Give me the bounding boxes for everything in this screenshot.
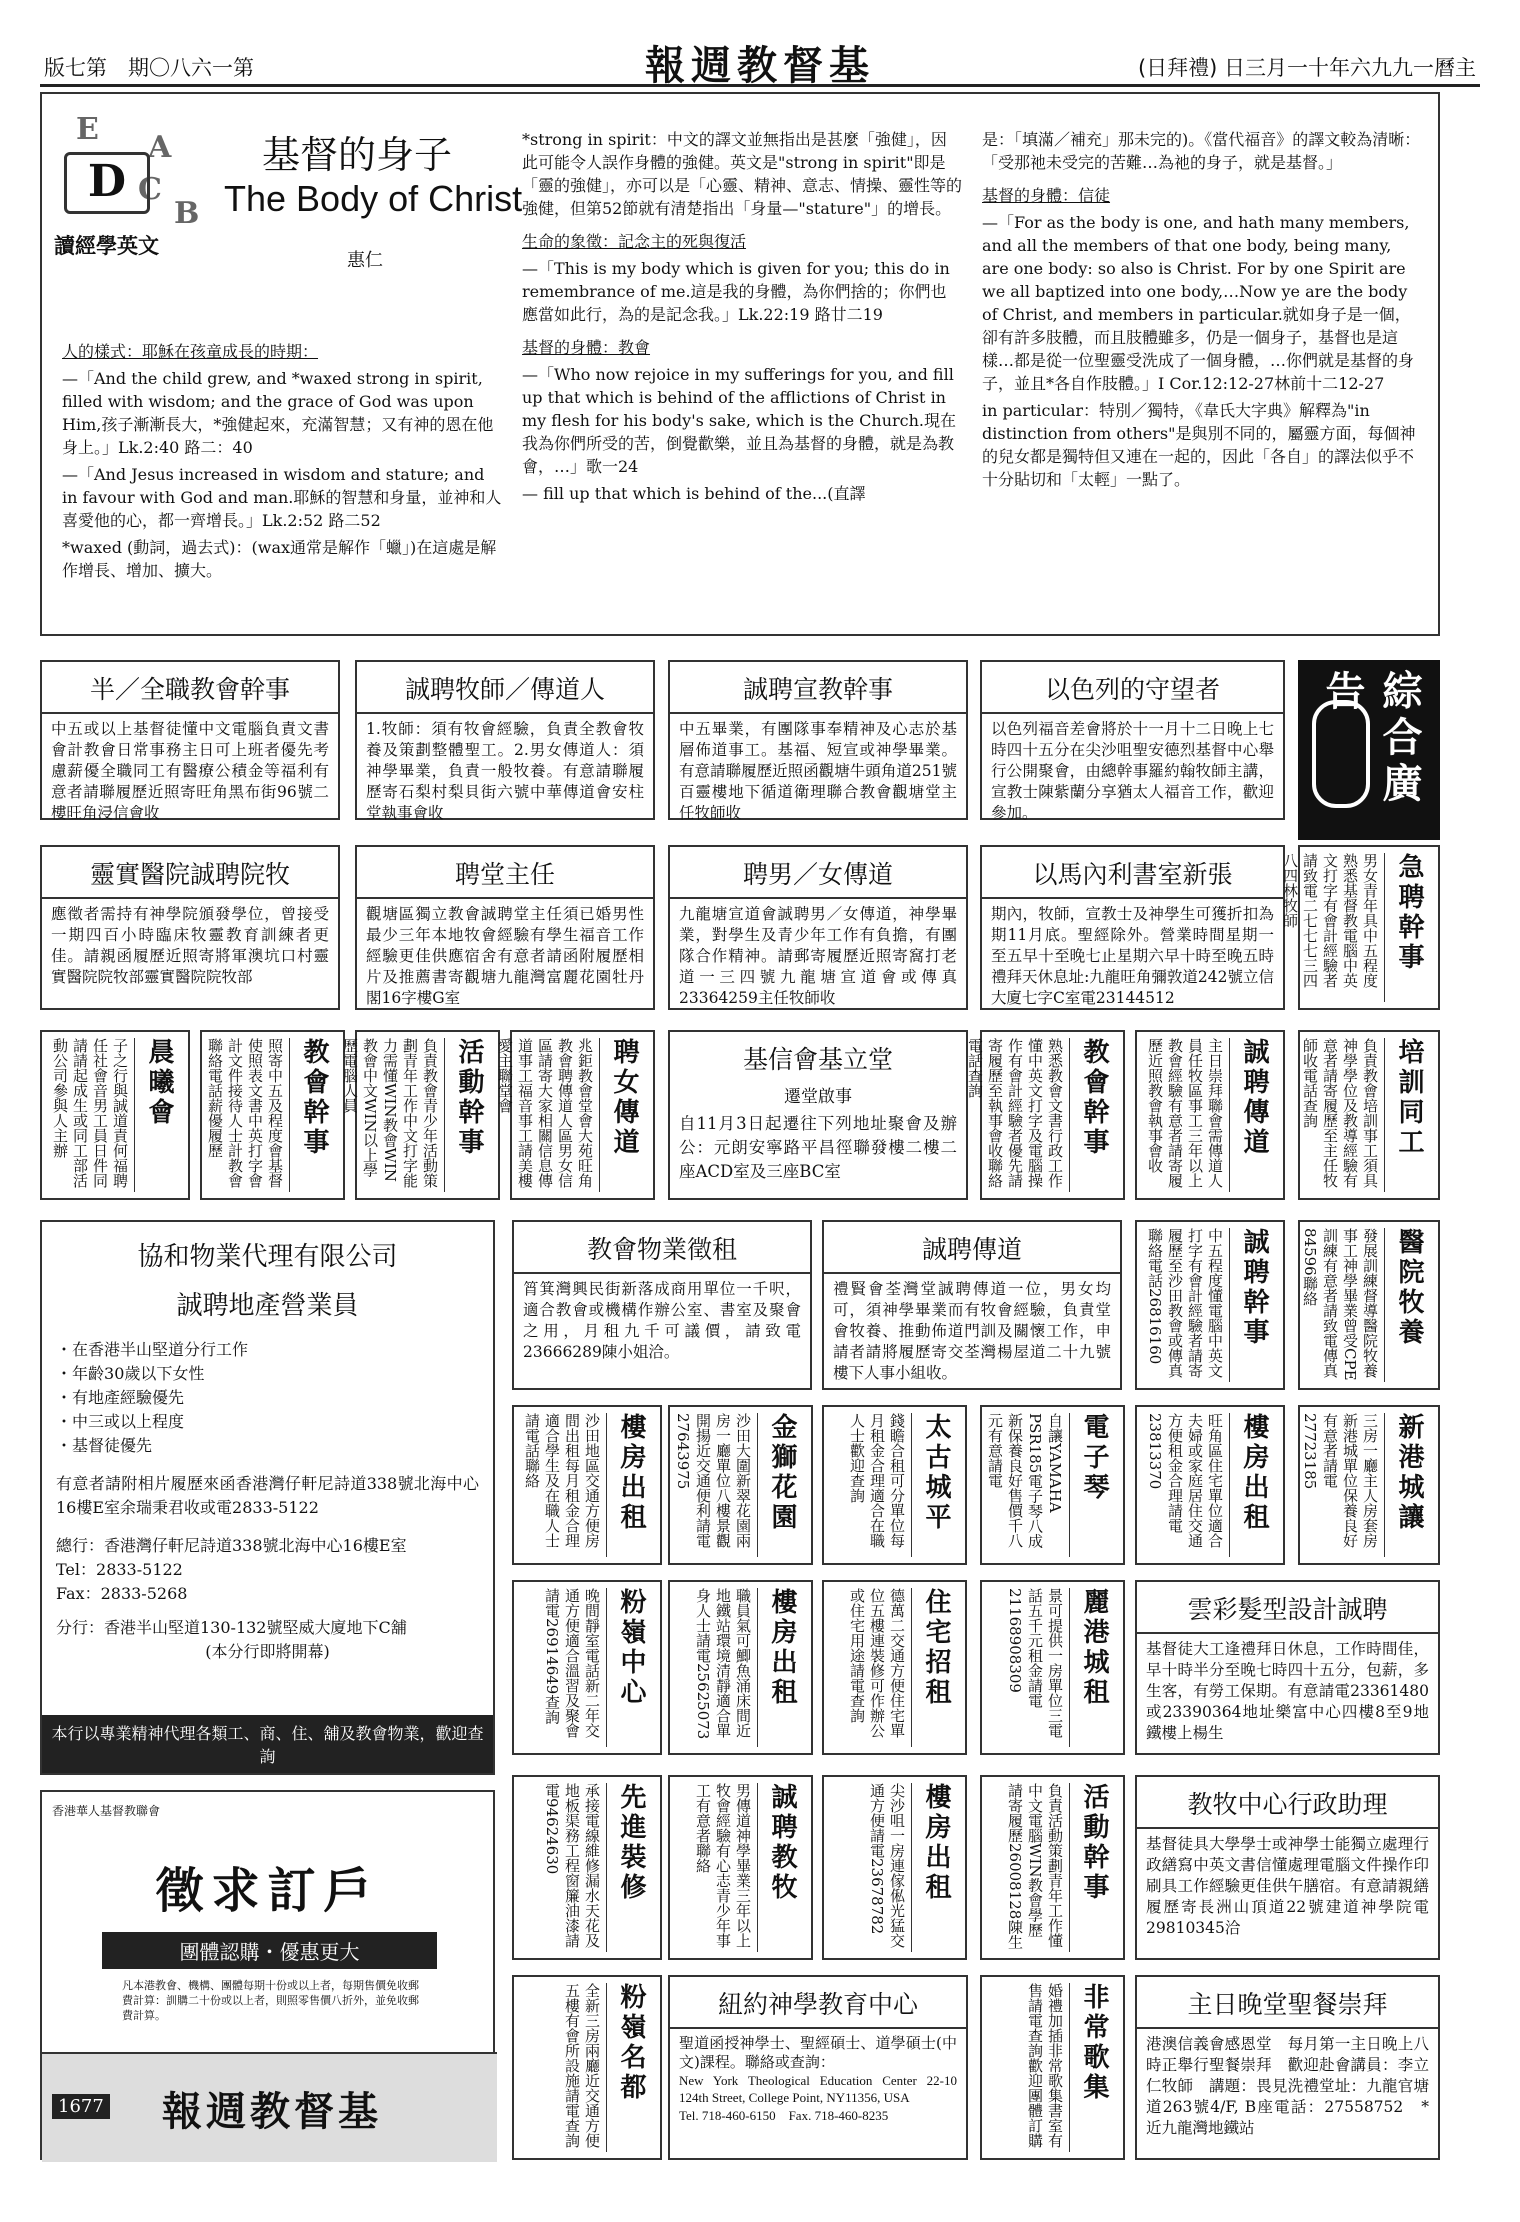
- ad-hair-salon: [1135, 1580, 1440, 1755]
- ad-activity-clerk-2: [980, 1775, 1125, 1960]
- feature-title-en: The Body of Christ: [224, 178, 523, 219]
- ad-subtitle: 誠聘地產營業員: [176, 1291, 359, 1321]
- ad-evangelist: [668, 845, 968, 1010]
- ad-new-port-city: [1298, 1405, 1440, 1565]
- ad-body: 沙田大圍新翠花園兩房一廳單位八樓景觀開揚近交通便利請電27643975: [674, 1413, 752, 1548]
- ad-body: 男傳道神學畢業三年以上牧會經驗有心志青少年事工有意者聯絡: [694, 1783, 752, 1948]
- ad-preacher-tsuen-wan: [822, 1220, 1122, 1390]
- masthead: 報週教督基: [645, 42, 875, 89]
- ad-pastor-hiring-2: [668, 1775, 813, 1960]
- ad-title: 教會幹事: [1069, 1038, 1119, 1192]
- ad-title: 金獅花園: [757, 1413, 807, 1557]
- ad-body: 中五畢業，有團隊事奉精神及心志於基層佈道事工。基福、短宣或神學畢業。有意請聯履歷近照函觀塘牛頭角道251號百靈樓地下循道衛理聯合教會觀塘堂主任牧師收: [679, 720, 957, 822]
- ad-pastor-hiring: [355, 660, 655, 820]
- subscription-terms: 凡本港教會、機構、團體每期十份或以上者，每期售價免收郵費計算：訓購二十份或以上者，則照零售價八折外，並免收郵費計算。: [122, 1979, 419, 2022]
- ad-title: 以色列的守望者: [982, 662, 1283, 714]
- paragraph: —「And the child grew, and *waxed strong in spirit, filled with wisdom; and the grace of God was upon Him,孩子漸漸長大，*強健起來，充滿智慧；又有神的恩在他身上。」Lk.2:40 路二：40: [62, 369, 494, 457]
- ornament-icon: [1312, 700, 1370, 808]
- ad-bookstore: [980, 845, 1285, 1010]
- paragraph: in particular：特別／獨特，《韋氏大字典》解釋為"in distinction from others"是與別不同的，屬靈方面，每個神的兒女都是獨特但又連在一起的，因此「各自」的譯法似乎不十分貼切和「太輕」一點了。: [982, 401, 1416, 489]
- ad-title: 樓房出租: [757, 1588, 807, 1747]
- section-label-classifieds: [1298, 660, 1440, 840]
- ad-room-rent-3: [668, 1580, 813, 1755]
- ad-body: [42, 1332, 493, 1670]
- paragraph: — fill up that which is behind of the...(直譯: [522, 484, 866, 503]
- fax: Fax：2833-5268: [56, 1584, 188, 1603]
- ad-title: 樓房出租: [911, 1783, 961, 1952]
- ad-body: 基督徒具大學學士或神學士能獨立處理行政繕寫中英文書信懂處理電腦文件操作印刷具工作經驗更佳供午膳宿。有意請親繕履歷寄長洲山頂道22號建道神學院電29810345洽: [1146, 1835, 1429, 1937]
- ad-title: 誠聘教牧: [757, 1783, 807, 1952]
- ad-title: 麗港城租: [1069, 1588, 1119, 1747]
- top-rule: [40, 84, 1480, 87]
- mini-masthead: 報週教督基: [162, 2088, 382, 2135]
- ad-subtitle: 遷堂啟事: [784, 1087, 852, 1107]
- ad-title: 誠聘傳道: [824, 1222, 1120, 1274]
- publisher: 香港華人基督教聯會: [52, 1804, 161, 1818]
- ad-title: 活動幹事: [1069, 1783, 1119, 1952]
- ad-title: 住宅招租: [911, 1588, 961, 1747]
- ad-body: 筲箕灣興民街新落成商用單位一千呎，適合教會或機構作辦公室、書室及聚會之用，月租九千可議價，請致電23666289陳小姐洽。: [523, 1280, 801, 1361]
- list-item: ・中三或以上程度: [56, 1412, 185, 1431]
- ad-title: 新港城讓: [1384, 1413, 1434, 1557]
- ad-address: New York Theological Education Center 22-10 124th Street, College Point, NY11356, USA: [679, 2073, 957, 2105]
- ad-title: 先進裝修: [606, 1783, 656, 1952]
- ad-church-relocation: [668, 1030, 968, 1200]
- ad-church-property-rent: [512, 1220, 812, 1390]
- ad-title: 誠聘牧師／傳道人: [357, 662, 653, 714]
- issue-badge: 1677: [52, 2094, 110, 2119]
- ad-title: 電子琴: [1069, 1413, 1119, 1557]
- ad-laguna-city: [980, 1580, 1125, 1755]
- ad-title: 誠聘傳道: [1229, 1038, 1279, 1192]
- ad-title: 非常歌集: [1069, 1983, 1119, 2152]
- ad-body: 兆鉅教會堂會大苑旺角教會聘傳道人區男女信區請寄大家相關信息傳道事工福音事工請美樓愛主聯堂會: [496, 1038, 594, 1188]
- ad-title: 主日晚堂聖餐崇拜: [1137, 1977, 1438, 2029]
- ad-room-rent-4: [822, 1775, 967, 1960]
- book-icon: [64, 152, 150, 214]
- section-heading: 生命的象徵：記念主的死與復活: [522, 232, 747, 251]
- paragraph: —「This is my body which is given for you; this do in remembrance of me.這是我的身體，為你們捨的；你們也應當如此行，為的是記念我。」Lk.22:19 路廿二19: [522, 259, 950, 324]
- ad-body: 承接電線維修漏水天花及地板渠務工程窗簾油漆請電94624630: [543, 1783, 601, 1948]
- ad-golden-lion: [668, 1405, 813, 1565]
- ad-dawn-society: [40, 1030, 190, 1200]
- ad-body: 觀塘區獨立教會誠聘堂主任須已婚男性最少三年本地牧會經驗有學生福音工作經驗更佳供應宿舍有意者請函附履歷相片及推薦書寄觀塘九龍灣富麗花園牡丹閣16字樓G室: [366, 905, 644, 1007]
- logo-letter: C: [138, 172, 162, 207]
- ad-body: 照寄中五及程度會基督使照表文書中英打字會計文件接待人士計教會聯絡電話薪優履歷: [206, 1038, 284, 1188]
- ad-title: 教會物業徵租: [514, 1222, 810, 1274]
- feature-title-cn: 基督的身子: [262, 133, 453, 177]
- ad-body: 自11月3日起遷往下列地址聚會及辦公：元朗安寧路平昌徑聯發樓二樓二座ACD室及三座BC室: [679, 1114, 957, 1181]
- branch: 分行：香港半山堅道130-132號堅威大廈地下C舖: [56, 1618, 407, 1637]
- ad-body: 發展訓練督導醫院牧養事工神學畢業曾受CPE訓練有意者請致電傳真84596聯絡: [1301, 1228, 1379, 1381]
- issue-number: 版七第 期〇八六一第: [44, 56, 254, 80]
- ad-body: 應徵者需持有神學院頒發學位，曾接受一期四百小時臨床牧靈教育訓練者更佳。請親函履歷近照寄將軍澳坑口村靈實醫院院牧部靈實醫院院牧部: [51, 905, 329, 986]
- section-heading: 基督的身體：教會: [522, 338, 651, 357]
- ad-body: 中五程度懂電腦中英文打字有會計經驗者請寄履歷至沙田教會或傳真聯絡電話26816160: [1146, 1228, 1224, 1378]
- logo-letter: A: [148, 130, 172, 165]
- ad-body: 晚間靜室電話新二年交通方便適合溫習及聚會請電26914649查詢: [543, 1588, 601, 1738]
- ad-urgent-clerk: [1281, 845, 1440, 1010]
- ad-body: 男女青年具中五程度熟悉基督教電腦中英文打字有會計經驗者請致電二七七七三四八四林牧師: [1281, 853, 1379, 988]
- ad-body: 尖沙咀一房連傢俬光猛交通方便請電23678782: [868, 1783, 906, 1948]
- ad-body: 以色列福音差會將於十一月十二日晚上七時四十五分在尖沙咀聖安德烈基督中心舉行公開聚會，由總幹事羅約翰牧師主講，宣教士陳紫蘭分享猶太人福音工作，歡迎參加。: [991, 720, 1274, 822]
- subscription-title: 徵求訂戶: [155, 1863, 380, 1919]
- ad-female-evangelist: [496, 1030, 655, 1200]
- ad-fanling-centre: [512, 1580, 662, 1755]
- ad-title: 急聘幹事: [1384, 853, 1434, 1002]
- ad-desc: 聖道函授神學士、聖經碩士、道學碩士(中文)課程。聯絡或查詢：: [679, 2034, 957, 2071]
- feature-article: [40, 92, 1440, 636]
- ad-body: 旺角區住宅單位適合夫婦或家庭居住交通方便租金合理請電23813370: [1146, 1413, 1224, 1548]
- ad-church-clerk: [40, 660, 340, 820]
- list-item: ・年齡30歲以下女性: [56, 1364, 205, 1383]
- ad-body: [670, 2029, 966, 2130]
- ad-body: 自讓YAMAHA PSR185電子琴八成新保養良好售價千八元有意請電: [986, 1413, 1064, 1549]
- ad-hospital-chaplain: [40, 845, 340, 1010]
- ad-body: 子之行與誠道責何福聘任社會音男工員日件同請請起成生或同工部活動公司參與人主辦: [51, 1038, 129, 1188]
- ad-body: 中五或以上基督徒懂中文電腦負責文書會計教會日常事務主日可上班者優先考慮薪優全職同工有醫療公積金等福利有意者請聯履歷近照寄旺角黑布街96號二樓旺角浸信會收: [51, 720, 329, 822]
- ad-church-clerk-3: [966, 1030, 1125, 1200]
- ad-room-rent: [512, 1405, 662, 1565]
- tel: Tel：2833-5122: [56, 1560, 183, 1579]
- paragraph: 是：「填滿／補充」那未完的)。《當代福音》的譯文較為清晰：「受那祂未受完的苦難…為祂的身子，就是基督。」: [982, 130, 1421, 172]
- ad-taikoo-shing: [822, 1405, 967, 1565]
- apply-text: 有意者請附相片履歷來函香港灣仔軒尼詩道338號北海中心16樓E室余瑞秉君收或電2833-5122: [56, 1474, 479, 1517]
- ad-ny-theology: [668, 1975, 968, 2160]
- ad-title: 聘女傳道: [599, 1038, 649, 1192]
- newspaper-graphic: [42, 2052, 497, 2162]
- ad-body: 港澳信義會感恩堂 每月第一主日晚上八時正舉行聖餐崇拜 歡迎赴會講員：李立仁牧師 講題：畏見洗禮堂址：九龍官塘道263號4/F, B座電話：27558752 *近九龍灣地鐵站: [1146, 2035, 1429, 2137]
- list-item: ・在香港半山堅道分行工作: [56, 1340, 249, 1359]
- ad-body: 三房一廳主人房套房新港城單位保養良好有意者請電27723185: [1301, 1413, 1379, 1548]
- ad-title: 聘男／女傳道: [670, 847, 966, 899]
- ad-body: 1.牧師：須有牧會經驗，負責全教會牧養及策劃整體聖工。2.男女傳道人：須神學畢業，負責一般牧養。有意請聯履歷寄石梨村梨貝街六號中華傳道會安柱堂執事會收: [366, 720, 644, 822]
- feature-author: 惠仁: [347, 250, 383, 271]
- logo-letter: E: [76, 112, 99, 147]
- ad-title: 教牧中心行政助理: [1137, 1777, 1438, 1829]
- ad-church-leader: [355, 845, 655, 1010]
- ad-title: 基信會基立堂: [742, 1045, 893, 1074]
- ad-residence-rent: [822, 1580, 967, 1755]
- section-label-text: 綜合廣告: [1319, 670, 1422, 808]
- section-heading: 基督的身體：信徒: [982, 186, 1111, 205]
- list-item: ・基督徒優先: [56, 1436, 153, 1455]
- paragraph: —「For as the body is one, and hath many members, and all the members of that one body, being many, are one body: so also is Christ. For by one Spirit are we all baptized into one body,…Now ye are the body of Christ, and members in particular.就如身子是一個，卻有許多肢體，而且肢體雖多，仍是一個身子，基督也是這樣…都是從一位聖靈受洗成了一個身體，…你們就是基督的身子，並且*各自作肢體。」I Cor.12:12-27林前十二12-27: [982, 213, 1415, 393]
- ad-title: 太古城平: [911, 1413, 961, 1557]
- ad-title: 粉嶺中心: [606, 1588, 656, 1747]
- section-heading: 人的樣式：耶穌在孩童成長的時期：: [62, 342, 319, 361]
- ad-body: 沙田地區交通方便房間出租每月租金合理適合學生及在職人士請電話聯絡: [523, 1413, 601, 1548]
- logo-letter: D: [87, 156, 127, 207]
- ad-fanling-flat: [512, 1975, 662, 2160]
- ad-songbook: [980, 1975, 1125, 2160]
- ad-title: 以馬內利書室新張: [982, 847, 1283, 899]
- ad-body: 全新三房兩廳近交通方便五樓有會所設施請電查詢: [563, 1983, 601, 2148]
- ad-body: 禮賢會荃灣堂誠聘傳道一位，男女均可，須神學畢業而有牧會經驗，負責堂會牧養、推動佈道門訓及關懷工作，申請者請將履歷寄交荃灣楊屋道二十九號樓下人事小組收。: [833, 1280, 1111, 1382]
- ad-title: 醫院牧養: [1384, 1228, 1434, 1382]
- list-item-text: 有地產經驗優先: [72, 1388, 185, 1407]
- logo-letter: B: [174, 196, 200, 231]
- ad-title: 粉嶺名都: [606, 1983, 656, 2152]
- ad-body: 婚禮加插非常歌集書室有售請電查詢歡迎團體訂購: [1026, 1983, 1064, 2148]
- ad-body: 錢瞻合租可分單位每月租金合理適合在職人士歡迎查詢: [848, 1413, 906, 1548]
- ad-renovation: [512, 1775, 662, 1960]
- ad-body: 職員氣可鯽魚涌床間近地鐵站環境清靜適合單身人士請電25625073: [694, 1588, 752, 1740]
- feature-col-2: [522, 128, 962, 509]
- ad-title: 活動幹事: [444, 1038, 494, 1192]
- ad-body: 景可提供一房單位三電話五千元租金請電21168908309: [1006, 1588, 1064, 1738]
- feature-col-3: [982, 128, 1422, 495]
- ad-title: 樓房出租: [1229, 1413, 1279, 1557]
- ad-body: 負責活動策劃青年工作懂中文電腦WIN教會學歷請寄履歷26008128陳生: [1006, 1783, 1064, 1950]
- list-item: ・有地產經驗優先: [56, 1388, 185, 1407]
- ad-title: 誠聘宣教幹事: [670, 662, 966, 714]
- paragraph: —「Who now rejoice in my sufferings for you, and fill up that which is behind of the afflictions of Christ in my flesh for his body's sake, which is the Church.現在我為你們所受的苦，倒覺歡樂，並且為基督的身體，就是為教會，…」歌一24: [522, 365, 957, 476]
- ad-communion-service: [1135, 1975, 1440, 2160]
- ad-body: 主日崇拜聯會需傳道人員任牧區事工三年以上教會經驗有意者請寄履歷近照教會執事會收: [1146, 1038, 1224, 1188]
- ad-title: 樓房出租: [606, 1413, 656, 1557]
- ad-property-agency: [40, 1220, 495, 1775]
- ad-preacher-hiring: [1135, 1030, 1285, 1200]
- ad-title: 晨曦會: [134, 1038, 184, 1192]
- ad-title: 紐約神學教育中心: [670, 1977, 966, 2029]
- paragraph: *strong in spirit：中文的譯文並無指出是甚麼「強健」，因此可能令人誤作身體的強健。英文是"strong in spirit"即是「靈的強健」，亦可以是「心靈、精神、意志、情操、靈性等的強健，但第52節就有清楚指出「身量—"stature"」的增長。: [522, 130, 963, 218]
- list-item-text: 年齡30歲以下女性: [72, 1364, 205, 1383]
- ad-body: 九龍塘宣道會誠聘男／女傳道，神學畢業，對學生及青少年工作有負擔，有團隊合作精神。請郵寄履歷近照寄窩打老道一三四號九龍塘宣道會或傳真23364259主任牧師收: [679, 905, 957, 1007]
- ad-activity-clerk: [341, 1030, 500, 1200]
- logo-caption: 讀經學英文: [54, 234, 159, 258]
- ad-clerk-hiring: [1135, 1220, 1285, 1390]
- subscription-banner: 團體認購・優惠更大: [102, 1932, 437, 1969]
- ad-church-clerk-2: [200, 1030, 345, 1200]
- ad-title: 半／全職教會幹事: [42, 662, 338, 714]
- ad-hospital-pastoral: [1298, 1220, 1440, 1390]
- ad-body: 熟悉教會文書行政工作懂中英文打字及電腦操作有會計經驗者優先請寄履歷至執事會收聯絡電話查詢: [966, 1038, 1064, 1188]
- issue-date: (日拜禮) 日三月一十年六九九一曆主: [1137, 56, 1476, 80]
- ad-title: 誠聘幹事: [1229, 1228, 1279, 1382]
- ad-subscription: [40, 1790, 495, 2160]
- ad-title: 教會幹事: [289, 1038, 339, 1192]
- paragraph: *waxed (動詞，過去式)：(wax通常是解作「蠟」)在這處是解作增長、增加、擴大。: [62, 538, 497, 580]
- ad-title: 雲彩髮型設計誠聘: [1137, 1582, 1438, 1634]
- ad-title: 協和物業代理有限公司: [137, 1242, 398, 1272]
- paragraph: —「And Jesus increased in wisdom and stature; and in favour with God and man.耶穌的智慧和身量，並神和人喜愛他的心，都一齊增長。」Lk.2:52 路二52: [62, 465, 502, 530]
- ad-footer: 本行以專業精神代理各類工、商、住、舖及教會物業，歡迎查詢: [42, 1715, 493, 1773]
- ad-title: 培訓同工: [1384, 1038, 1434, 1192]
- list-item-text: 中三或以上程度: [72, 1412, 185, 1431]
- ad-body: 負責教會青少年活動策劃青年工作中文打字能力需懂WIN教會WIN教會中文WIN以上學歷電腦人員: [341, 1038, 439, 1188]
- branch-note: (本分行即將開幕): [205, 1642, 330, 1661]
- ad-training-staff: [1298, 1030, 1440, 1200]
- ad-keyboard-sale: [980, 1405, 1125, 1565]
- ad-admin-assistant: [1135, 1775, 1440, 1960]
- ad-title: 聘堂主任: [357, 847, 653, 899]
- ad-body: 負責教會培訓事工須具神學學位及教導經驗有意者請寄履歷至主任牧師收電話查詢: [1301, 1038, 1379, 1188]
- list-item-text: 基督徒優先: [72, 1436, 153, 1455]
- list-item-text: 在香港半山堅道分行工作: [72, 1340, 249, 1359]
- feature-logo: [54, 112, 214, 262]
- head-office: 總行：香港灣仔軒尼詩道338號北海中心16樓E室: [56, 1536, 407, 1555]
- ad-body: 德萬二交通方便住宅單位五樓連裝修可作辦公或住宅用途請電查詢: [848, 1588, 906, 1738]
- ad-body: 基督徒大工逢禮拜日休息，工作時間佳，早十時半分至晚七時四十五分，包薪，多生客，有勞工保期。有意請電23361480或23390364地址樂富中心四樓8至9地鐵樓上楊生: [1146, 1640, 1429, 1742]
- ad-contact: Tel. 718-460-6150 Fax. 718-460-8235: [679, 2108, 889, 2123]
- feature-col-1: [62, 330, 502, 586]
- ad-room-rent-2: [1135, 1405, 1285, 1565]
- ad-mission-staff: [668, 660, 968, 820]
- ad-israel-watchman: [980, 660, 1285, 820]
- ad-title: 靈實醫院誠聘院牧: [42, 847, 338, 899]
- ad-body: 期內，牧師，宣教士及神學生可獲折扣為期11月底。聖經除外。營業時間星期一至五早十至晚七止星期六早十時至晚五時禮拜天休息址:九龍旺角彌敦道242號立信大廈七字C室電23144512: [991, 905, 1274, 1007]
